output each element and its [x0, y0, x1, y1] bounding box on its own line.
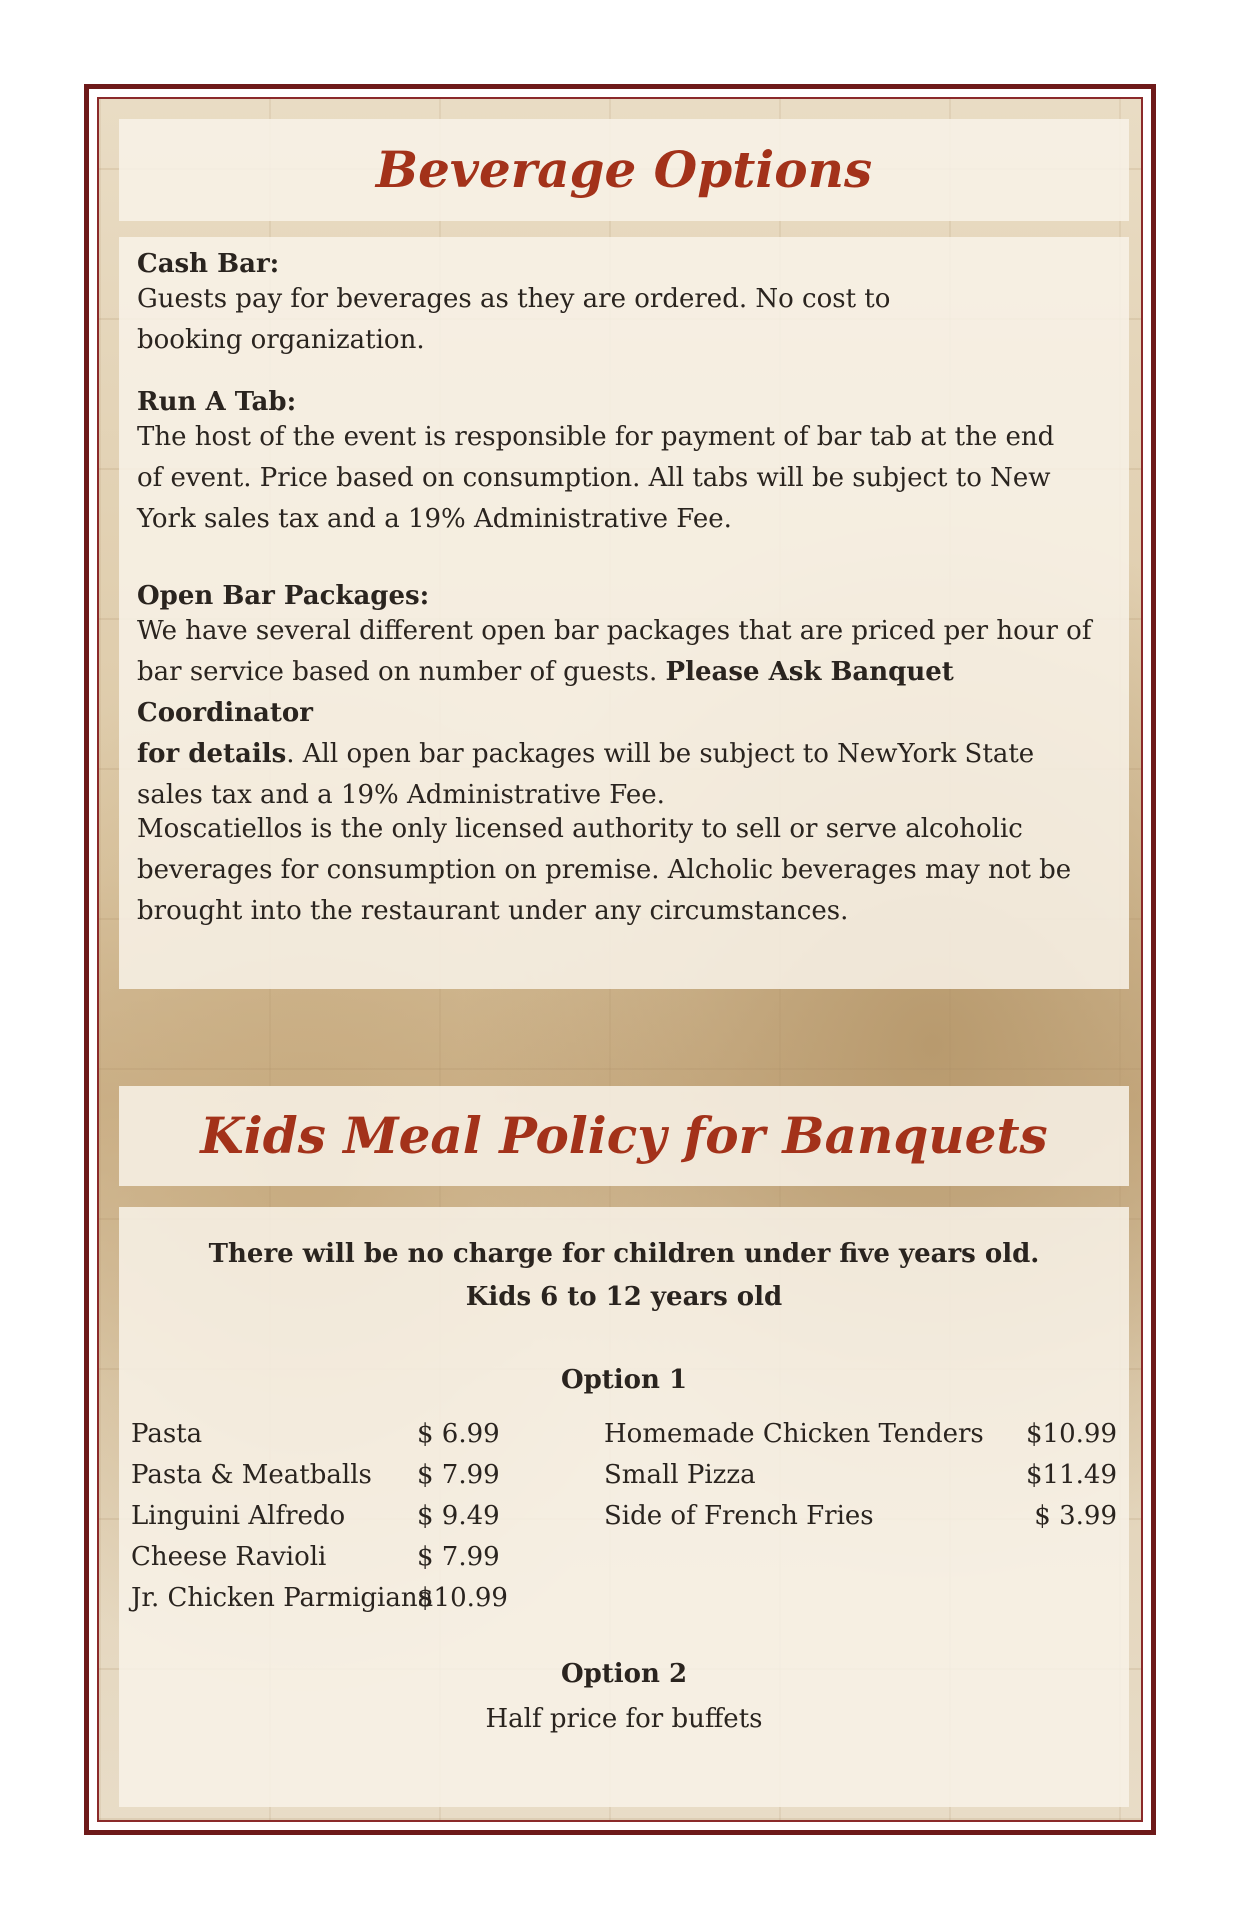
kids-panel — [119, 1207, 1129, 1807]
cash-bar-line: Guests pay for beverages as they are ordered. No cost to — [137, 284, 891, 314]
menu-item-price: $ 7.99 — [417, 1542, 500, 1572]
coordinator-emphasis: Please Ask Banquet Coordinator — [137, 657, 954, 728]
open-bar-section — [137, 581, 1117, 816]
open-bar-line: sales tax and a 19% Administrative Fee. — [137, 780, 665, 810]
menu-item-price: $ 3.99 — [1034, 1501, 1117, 1531]
menu-item-name: Pasta & Meatballs — [131, 1460, 372, 1490]
open-bar-heading: Open Bar Packages: — [137, 581, 430, 611]
menu-item-price: $ 9.49 — [417, 1501, 500, 1531]
run-tab-line: of event. Price based on consumption. All tabs will be subject to New — [137, 463, 1051, 493]
license-section — [137, 809, 1117, 932]
menu-item-name: Side of French Fries — [604, 1501, 874, 1531]
menu-item-price: $ 6.99 — [417, 1419, 500, 1449]
page-frame — [84, 84, 1156, 1835]
option-2-text: Half price for buffets — [485, 1704, 763, 1734]
run-tab-line: The host of the event is responsible for payment of bar tab at the end — [137, 422, 1055, 452]
menu-item-price: $10.99 — [417, 1583, 508, 1613]
marble-background — [97, 97, 1143, 1822]
menu-item-price: $ 7.99 — [417, 1460, 500, 1490]
details-emphasis: for details — [137, 739, 287, 769]
open-bar-text: bar service based on number of guests. — [137, 657, 666, 687]
menu-item-price: $11.49 — [1026, 1460, 1117, 1490]
age-range-line: Kids 6 to 12 years old — [465, 1282, 783, 1312]
open-bar-text: . All open bar packages will be subject to NewYork State — [286, 739, 1035, 769]
beverage-title: Beverage Options — [375, 140, 873, 199]
license-line: brought into the restaurant under any circumstances. — [137, 896, 849, 926]
cash-bar-heading: Cash Bar: — [137, 249, 280, 279]
menu-item-name: Cheese Ravioli — [131, 1542, 327, 1572]
open-bar-line: We have several different open bar packages that are priced per hour of — [137, 616, 1092, 646]
cash-bar-line: booking organization. — [137, 325, 425, 355]
open-bar-line — [137, 734, 1117, 775]
beverage-title-panel — [119, 119, 1129, 221]
no-charge-line: There will be no charge for children under five years old. — [208, 1239, 1040, 1269]
open-bar-line — [137, 652, 1117, 734]
menu-item-price: $10.99 — [1026, 1419, 1117, 1449]
license-line: beverages for consumption on premise. Alcholic beverages may not be — [137, 855, 1072, 885]
option-2-heading: Option 2 — [560, 1659, 688, 1689]
menu-item-name: Pasta — [131, 1419, 203, 1449]
kids-title-panel — [119, 1086, 1129, 1186]
menu-item-name: Jr. Chicken Parmigiana — [131, 1583, 434, 1613]
license-line: Moscatiellos is the only licensed authority to sell or serve alcoholic — [137, 814, 1023, 844]
cash-bar-section — [137, 249, 1117, 361]
menu-item-name: Small Pizza — [604, 1460, 756, 1490]
run-tab-section — [137, 387, 1117, 540]
run-tab-line: York sales tax and a 19% Administrative Fee. — [137, 504, 732, 534]
menu-item-name: Homemade Chicken Tenders — [604, 1419, 984, 1449]
menu-item-name: Linguini Alfredo — [131, 1501, 346, 1531]
beverage-panel — [119, 237, 1129, 989]
kids-title: Kids Meal Policy for Banquets — [200, 1106, 1048, 1165]
run-tab-heading: Run A Tab: — [137, 387, 297, 417]
option-1-heading: Option 1 — [560, 1365, 688, 1395]
